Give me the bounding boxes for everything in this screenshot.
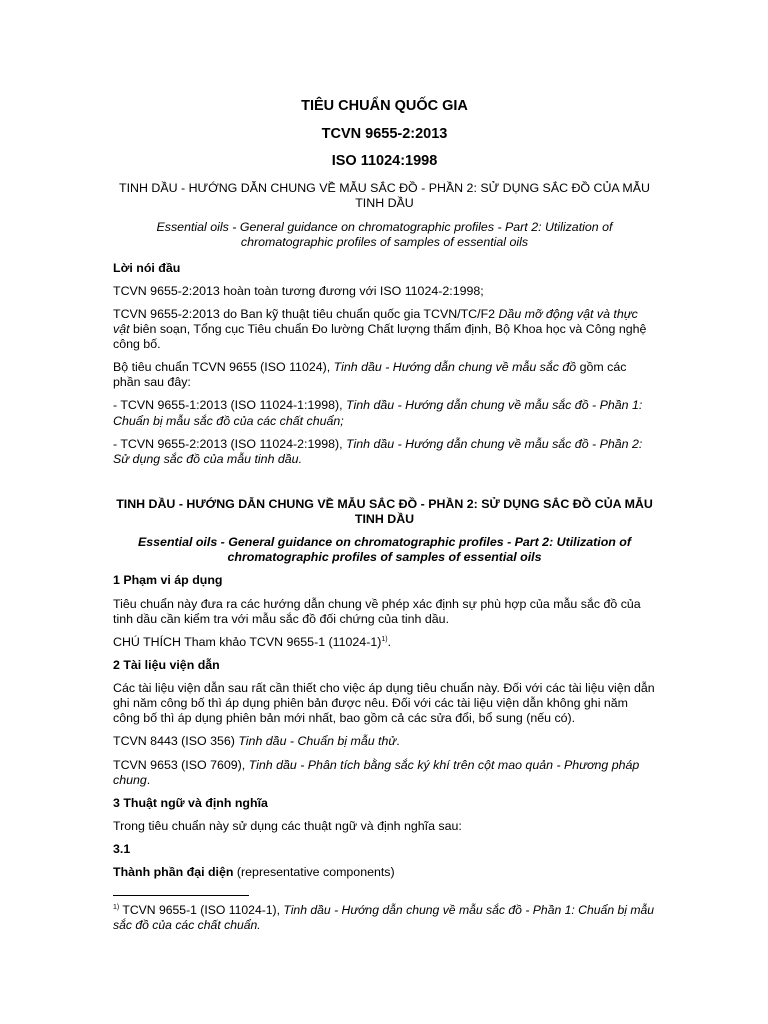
section-1-note: CHÚ THÍCH Tham khảo TCVN 9655-1 $(11024-1)^{1)}$.	[113, 634, 392, 649]
footnote-separator	[113, 895, 249, 896]
standard-number: TCVN 9655-2:2013	[321, 125, 448, 142]
section-2-heading: 2 Tài liệu viện dẫn	[113, 657, 220, 672]
footnote: $^{1)}$ TCVN 9655-1 (ISO 11024-1), Tinh dầu - Hướng dẫn chung về mẫu sắc đồ - Phần 1: Chuẩn bị mẫu sắc đồ của các chất chuẩn.	[113, 903, 655, 932]
foreword-paragraph-1: TCVN 9655-2:2013 hoàn toàn tương đương với ISO 11024-2:1998;	[113, 283, 484, 298]
standard-title: TIÊU CHUẨN QUỐC GIA	[301, 98, 468, 114]
section-3-paragraph: Trong tiêu chuẩn này sử dụng các thuật ngữ và định nghĩa sau:	[113, 818, 462, 833]
footnote-marker: 1)	[113, 903, 120, 911]
reference-tcvn-8443: TCVN 8443 (ISO 356) Tinh dầu - Chuẩn bị mẫu thử.	[113, 734, 400, 749]
iso-number: ISO 11024:1998	[331, 153, 438, 170]
footnote-reference: 1)	[381, 635, 388, 643]
reference-tcvn-9653: TCVN 9653 (ISO 7609), Tinh dầu - Phân tích bằng sắc ký khí trên cột mao quản - Phương pháp chung.	[113, 757, 640, 787]
section-1-heading: 1 Phạm vi áp dụng	[113, 573, 223, 588]
body-title-english: Essential oils - General guidance on chromatographic profiles - Part 2: Utilization of chromatographic profiles of samples of essential oils	[138, 535, 631, 565]
foreword-heading: Lời nói đầu	[113, 260, 181, 275]
body-title-vietnamese: TINH DẦU - HƯỚNG DẪN CHUNG VỀ MẪU SẮC ĐỒ - PHẦN 2: SỬ DỤNG SẮC ĐỒ CỦA MẪU TINH DẦU	[116, 496, 653, 527]
clause-3-1-term: Thành phần đại diện (representative components)	[113, 865, 395, 880]
subtitle-vietnamese: TINH DẦU - HƯỚNG DẪN CHUNG VỀ MẪU SẮC ĐỒ - PHẦN 2: SỬ DỤNG SẮC ĐỒ CỦA MẪU TINH DẦU	[119, 181, 650, 211]
subtitle-english: Essential oils - General guidance on chromatographic profiles - Part 2: Utilization of chromatographic profiles of samples of essential oils	[156, 220, 613, 250]
foreword-list-item-1: - TCVN 9655-1:2013 (ISO 11024-1:1998), Tinh dầu - Hướng dẫn chung về mẫu sắc đồ - Phần 1: Chuẩn bị mẫu sắc đồ của các chất chuẩn;	[113, 398, 643, 428]
foreword-list-item-2: - TCVN 9655-2:2013 (ISO 11024-2:1998), Tinh dầu - Hướng dẫn chung về mẫu sắc đồ - Phần 2: Sử dụng sắc đồ của mẫu tinh dầu.	[113, 436, 643, 466]
section-1-paragraph: Tiêu chuẩn này đưa ra các hướng dẫn chung về phép xác định sự phù hợp của mẫu sắc đồ của tinh dầu cần kiểm tra với mẫu sắc đồ đối chứng của tinh dầu.	[113, 596, 641, 626]
section-2-paragraph: Các tài liệu viện dẫn sau rất cần thiết cho việc áp dụng tiêu chuẩn này. Đối với các tài liệu viện dẫn ghi năm công bố thì áp dụng phiên bản được nêu. Đối với các tài liệu viện dẫn không ghi năm công bố thì áp dụng phiên bản mới nhất, bao gồm cả các sửa đổi, bổ sung (nếu có).	[113, 681, 655, 726]
foreword-paragraph-3: Bộ tiêu chuẩn TCVN 9655 (ISO 11024), Tinh dầu - Hướng dẫn chung về mẫu sắc đồ gồm các phần sau đây:	[113, 360, 627, 390]
section-3-heading: 3 Thuật ngữ và định nghĩa	[113, 795, 268, 810]
foreword-paragraph-2: TCVN 9655-2:2013 do Ban kỹ thuật tiêu chuẩn quốc gia TCVN/TC/F2 Dầu mỡ động vật và thực vật biên soạn, Tổng cục Tiêu chuẩn Đo lường Chất lượng thẩm định, Bộ Khoa học và Công nghệ công bố.	[113, 306, 647, 352]
clause-3-1-number: 3.1	[113, 842, 131, 857]
